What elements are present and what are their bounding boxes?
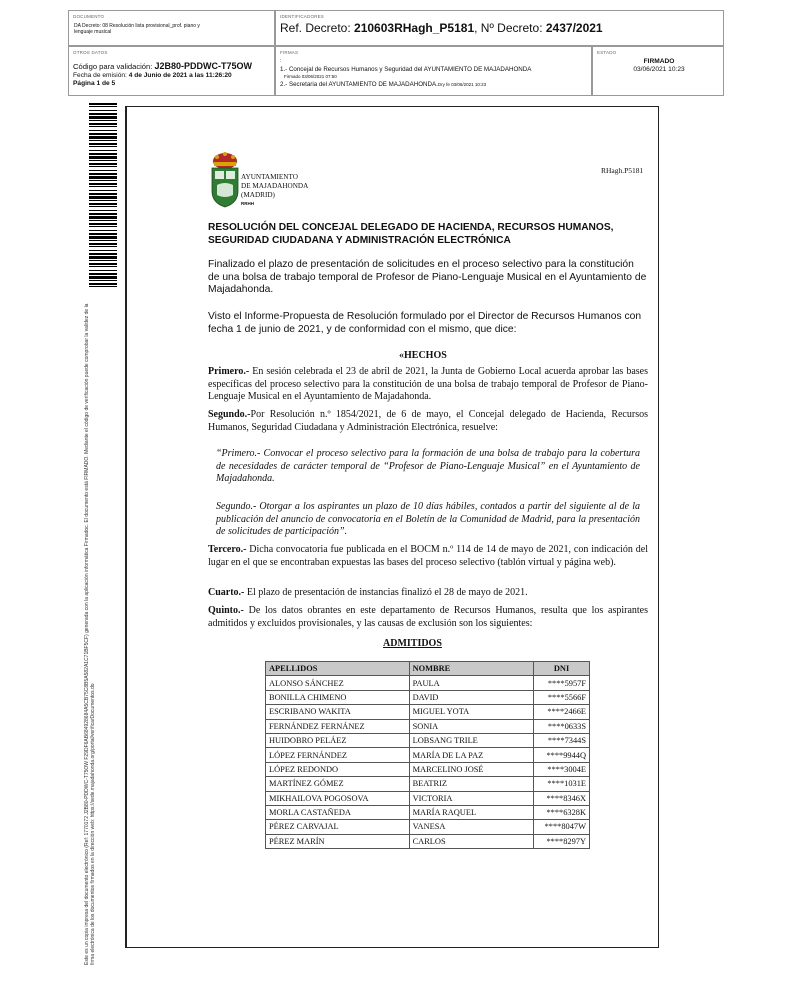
header-identifiers-box [275,10,724,46]
title-line-1: RESOLUCIÓN DEL CONCEJAL DELEGADO DE HACIENDA, RECURSOS HUMANOS, [208,222,614,233]
column-header-dni: DNI [534,662,590,676]
fact-cuarto [208,587,648,600]
registry-code: RRHH [241,201,254,206]
name-cell: SONIA [409,719,533,733]
surname-cell: PÉREZ CARVAJAL [266,820,410,834]
column-header-name: NOMBRE [409,662,533,676]
status-date: 03/06/2021 10:23 [633,66,685,73]
fact-tercero-text: Dicha convocatoria fue publicada en el BOCM n.º 114 de 14 de mayo de 2021, con indicación del lugar en el que se encontraban expuestas las bases del proceso selectivo (tablón virtual y página web). [208,544,648,568]
fact-quinto-label: Quinto.- [208,605,244,616]
page-indicator: Página 1 de 5 [73,80,116,87]
validation-line [73,61,252,71]
coat-of-arms-icon [209,151,241,209]
status-caption: ESTADO [597,50,617,55]
dni-cell: ****8297Y [534,834,590,848]
ref-prefix: Ref. Decreto: [280,21,355,35]
municipality-name [241,173,308,200]
fact-segundo-label: Segundo.- [208,409,251,420]
name-cell: MARÍA RAQUEL [409,805,533,819]
signature-2: 2.- Secretaria del AYUNTAMIENTO DE MAJADAHONDA.Dry fe 03/06/2021 10:23 [280,81,487,88]
fact-primero [208,366,648,404]
surname-cell: ESCRIBANO WAKITA [266,705,410,719]
hechos-heading: «HECHOS [399,350,447,361]
signature-2-date: Dry fe 03/06/2021 10:23 [437,82,487,87]
surname-cell: PÉREZ MARÍN [266,834,410,848]
surname-cell: MARTÍNEZ GÓMEZ [266,777,410,791]
signatures-caption: FIRMAS [280,50,299,55]
table-row [266,676,590,690]
other-caption: OTROS DATOS [73,50,108,55]
identifiers-caption: IDENTIFICADORES [280,14,325,19]
table-row [266,748,590,762]
name-cell: LOBSANG TRILE [409,733,533,747]
decree-reference [280,21,603,35]
name-cell: BEATRIZ [409,777,533,791]
surname-cell: MORLA CASTAÑEDA [266,805,410,819]
resolution-title [208,222,648,247]
surname-cell: MIKHAILOVA POGOSOVA [266,791,410,805]
dni-cell: ****8346X [534,791,590,805]
fact-segundo-text: Por Resolución n.º 1854/2021, de 6 de mayo, el Concejal delegado de Hacienda, Recursos Humanos, Seguridad Ciudadana y Administración Electrónica, resuelve: [208,409,648,433]
dni-cell: ****2466E [534,705,590,719]
table-row [266,805,590,819]
quote-segundo: Segundo.- Otorgar a los aspirantes un plazo de 10 días hábiles, contados a partir del siguiente al de la publicación del anuncio de convocatoria en el Boletín de la Comunidad de Madrid, para la presentación de solicitudes de participación”. [216,501,640,537]
dni-cell: ****0633S [534,719,590,733]
fact-quinto [208,605,648,630]
surname-cell: FERNÁNDEZ FERNÁNEZ [266,719,410,733]
ref-code: 210603RHagh_P5181 [354,21,475,35]
table-header-row [266,662,590,676]
column-header-surnames: APELLIDOS [266,662,410,676]
document-page [125,106,659,948]
table-row [266,820,590,834]
table-row [266,705,590,719]
surname-cell: ALONSO SÁNCHEZ [266,676,410,690]
quote-primero: “Primero.- Convocar el proceso selectivo para la formación de una bolsa de trabajo para la cobertura de necesidades de carácter temporal de “Profesor de Piano-Lenguaje Musical” en el Ayuntamiento de Majadahonda. [216,448,640,484]
name-cell: MARCELINO JOSÉ [409,762,533,776]
municipality-line-1: AYUNTAMIENTO [241,173,298,181]
ref-mid: , Nº Decreto: [474,21,546,35]
fact-primero-label: Primero.- [208,366,250,377]
surname-cell: BONILLA CHIMENO [266,690,410,704]
signature-1-date: Firmado 03/06/2021 07:50 [284,74,337,79]
dni-cell: ****7344S [534,733,590,747]
name-cell: PAULA [409,676,533,690]
name-cell: VANESA [409,820,533,834]
decree-number: 2437/2021 [545,21,603,35]
dni-cell: ****5566F [534,690,590,704]
title-line-2: SEGURIDAD CIUDADANA Y ADMINISTRACIÓN ELECTRÓNICA [208,234,511,246]
fact-tercero-label: Tercero.- [208,544,247,555]
fact-primero-text: En sesión celebrada el 23 de abril de 2021, la Junta de Gobierno Local acuerda aprobar las bases específicas del proceso selectivo para la constitución de una bolsa de trabajo temporal de Profesor de Piano-Lenguaje Musical en el Ayuntamiento de Majadahonda. [208,366,648,402]
intro-paragraph-2: Visto el Informe-Propuesta de Resolución formulado por el Director de Recursos Humanos con fecha 1 de junio de 2021, y de conformidad con el mismo, que dice: [208,311,642,335]
name-cell: MARÍA DE LA PAZ [409,748,533,762]
emission-prefix: Fecha de emisión: [73,72,129,79]
municipality-line-3: (MADRID) [241,191,275,199]
fact-tercero [208,544,648,569]
dni-cell: ****8047W [534,820,590,834]
admitted-heading: ADMITIDOS [383,638,442,649]
table-row [266,791,590,805]
verification-side-note: Este es un copia impresa del documento electrónico (Ref: 1770172 J2B80-PDDWC-T75OW F29DF6AB684928684A5CB75C8B5A582A1C71BF5CF) generada con la aplicación informática Firmadoc. El documento está FIRMADO. Mediante el código de verificación puede comprobar la validez de la firma electrónica de los documentos firmados en la dirección web: https://sede.majadahonda.org/portal/verificarDocumentos.do [84,303,96,965]
barcode-icon [89,103,117,288]
intro-paragraph-1: Finalizado el plazo de presentación de solicitudes en el proceso selectivo para la constitución de una bolsa de trabajo temporal de Profesor de Piano-Lenguaje Musical en el Ayuntamiento de Majadahonda. [208,259,647,295]
dni-cell: ****6328K [534,805,590,819]
table-row [266,733,590,747]
reference-code: RHagh.P5181 [601,166,644,175]
surname-cell: HUIDOBRO PELÁEZ [266,733,410,747]
fact-quinto-text: De los datos obrantes en este departamento de Recursos Humanos, resulta que los aspirantes admitidos y excluidos provisionales, y las causas de exclusión son los siguientes: [208,605,648,629]
admitted-table [265,661,590,849]
surname-cell: LÓPEZ FERNÁNDEZ [266,748,410,762]
validation-code: J2B80-PDDWC-T75OW [154,61,252,71]
dni-cell: ****9944Q [534,748,590,762]
name-cell: VICTORIA [409,791,533,805]
table-row [266,719,590,733]
signature-dot: : [280,58,282,64]
document-caption: DOCUMENTO [73,14,105,19]
name-cell: CARLOS [409,834,533,848]
table-row [266,777,590,791]
emission-date: 4 de Junio de 2021 a las 11:26:20 [128,72,232,79]
status-badge: FIRMADO [643,58,675,65]
dni-cell: ****1031E [534,777,590,791]
table-row [266,690,590,704]
table-row [266,834,590,848]
document-name: DA Decreto: 08 Resolución lista provisional_prof. piano y lenguaje musical [74,23,200,35]
dni-cell: ****5957F [534,676,590,690]
header-other-box [68,46,275,96]
name-cell: DAVID [409,690,533,704]
emission-line [73,72,232,79]
fact-cuarto-text: El plazo de presentación de instancias finalizó el 28 de mayo de 2021. [244,587,528,598]
signature-1: 1.- Concejal de Recursos Humanos y Seguridad del AYUNTAMIENTO DE MAJADAHONDA [280,66,532,73]
municipality-line-2: DE MAJADAHONDA [241,182,309,190]
header-signatures-box [275,46,592,96]
header-status-box [592,46,724,96]
dni-cell: ****3004E [534,762,590,776]
validation-prefix: Código para validación: [73,62,155,71]
fact-segundo [208,409,648,434]
fact-cuarto-label: Cuarto.- [208,587,245,598]
table-row [266,762,590,776]
name-cell: MIGUEL YOTA [409,705,533,719]
header-document-box [68,10,275,46]
surname-cell: LÓPEZ REDONDO [266,762,410,776]
